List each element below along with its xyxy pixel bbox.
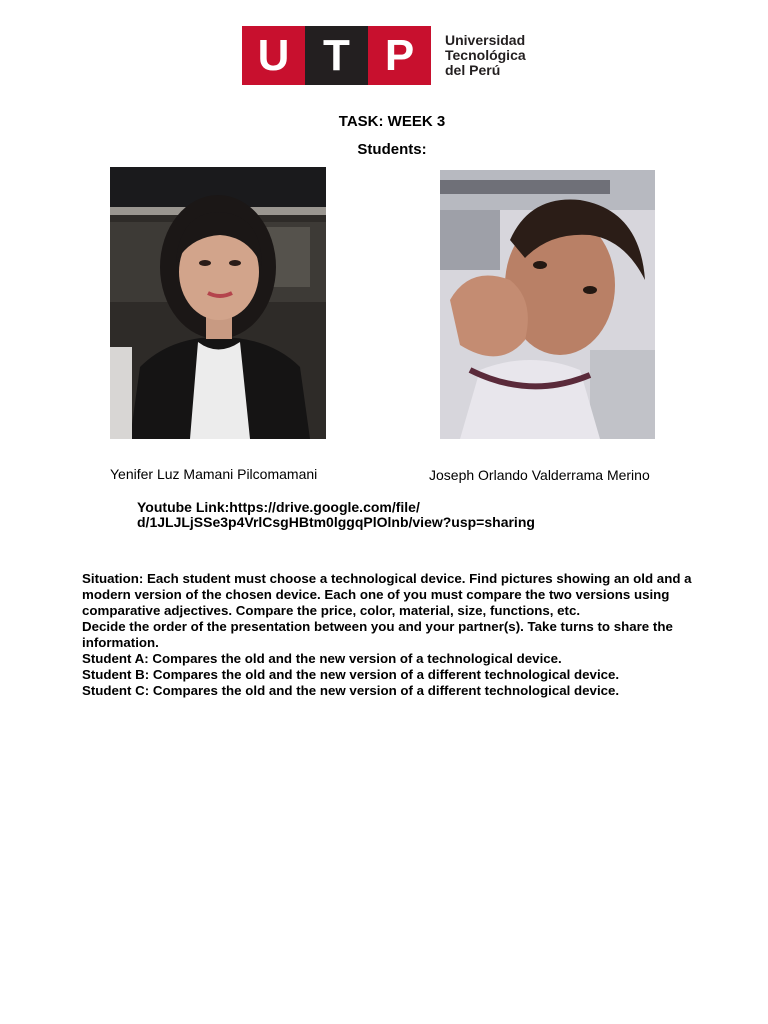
logo-letter-u: U — [242, 26, 305, 85]
utp-logo — [242, 26, 526, 85]
student-name-2: Joseph Orlando Valderrama Merino — [429, 467, 650, 483]
logo-letter-p: P — [368, 26, 431, 85]
situation-paragraph-1: Situation: Each student must choose a technological device. Find pictures showing an old and a modern version of the chosen device. Each one of you must compare the two versions using comparative adjectives. Compare the price, color, material, size, functions, etc. — [82, 571, 692, 618]
logo-university-name — [445, 33, 526, 78]
student-name-1: Yenifer Luz Mamani Pilcomamani — [110, 466, 318, 482]
youtube-link[interactable] — [137, 500, 535, 530]
logo-text-line-1: Universidad — [445, 32, 526, 48]
student-b-instruction: Student B: Compares the old and the new version of a different technological device. — [82, 667, 620, 682]
student-c-instruction: Student C: Compares the old and the new version of a different technological device. — [82, 683, 620, 698]
youtube-link-line-2[interactable]: d/1JLJLjSSe3p4VrlCsgHBtm0lggqPlOlnb/view?usp=sharing — [137, 514, 535, 530]
situation-paragraph-2: Decide the order of the presentation between you and your partner(s). Take turns to share the information. — [82, 619, 673, 650]
task-title: TASK: WEEK 3 — [338, 113, 446, 130]
logo-text-line-2: Tecnológica — [445, 47, 526, 63]
youtube-link-line-1[interactable]: Youtube Link:https://drive.google.com/file/ — [137, 499, 420, 515]
students-label: Students: — [357, 141, 427, 158]
situation-instructions — [82, 571, 712, 699]
student-photo-2 — [440, 170, 655, 439]
student-a-instruction: Student A: Compares the old and the new version of a technological device. — [82, 651, 562, 666]
logo-text-line-3: del Perú — [445, 62, 501, 78]
logo-letter-t: T — [305, 26, 368, 85]
student-photo-1 — [110, 167, 326, 439]
